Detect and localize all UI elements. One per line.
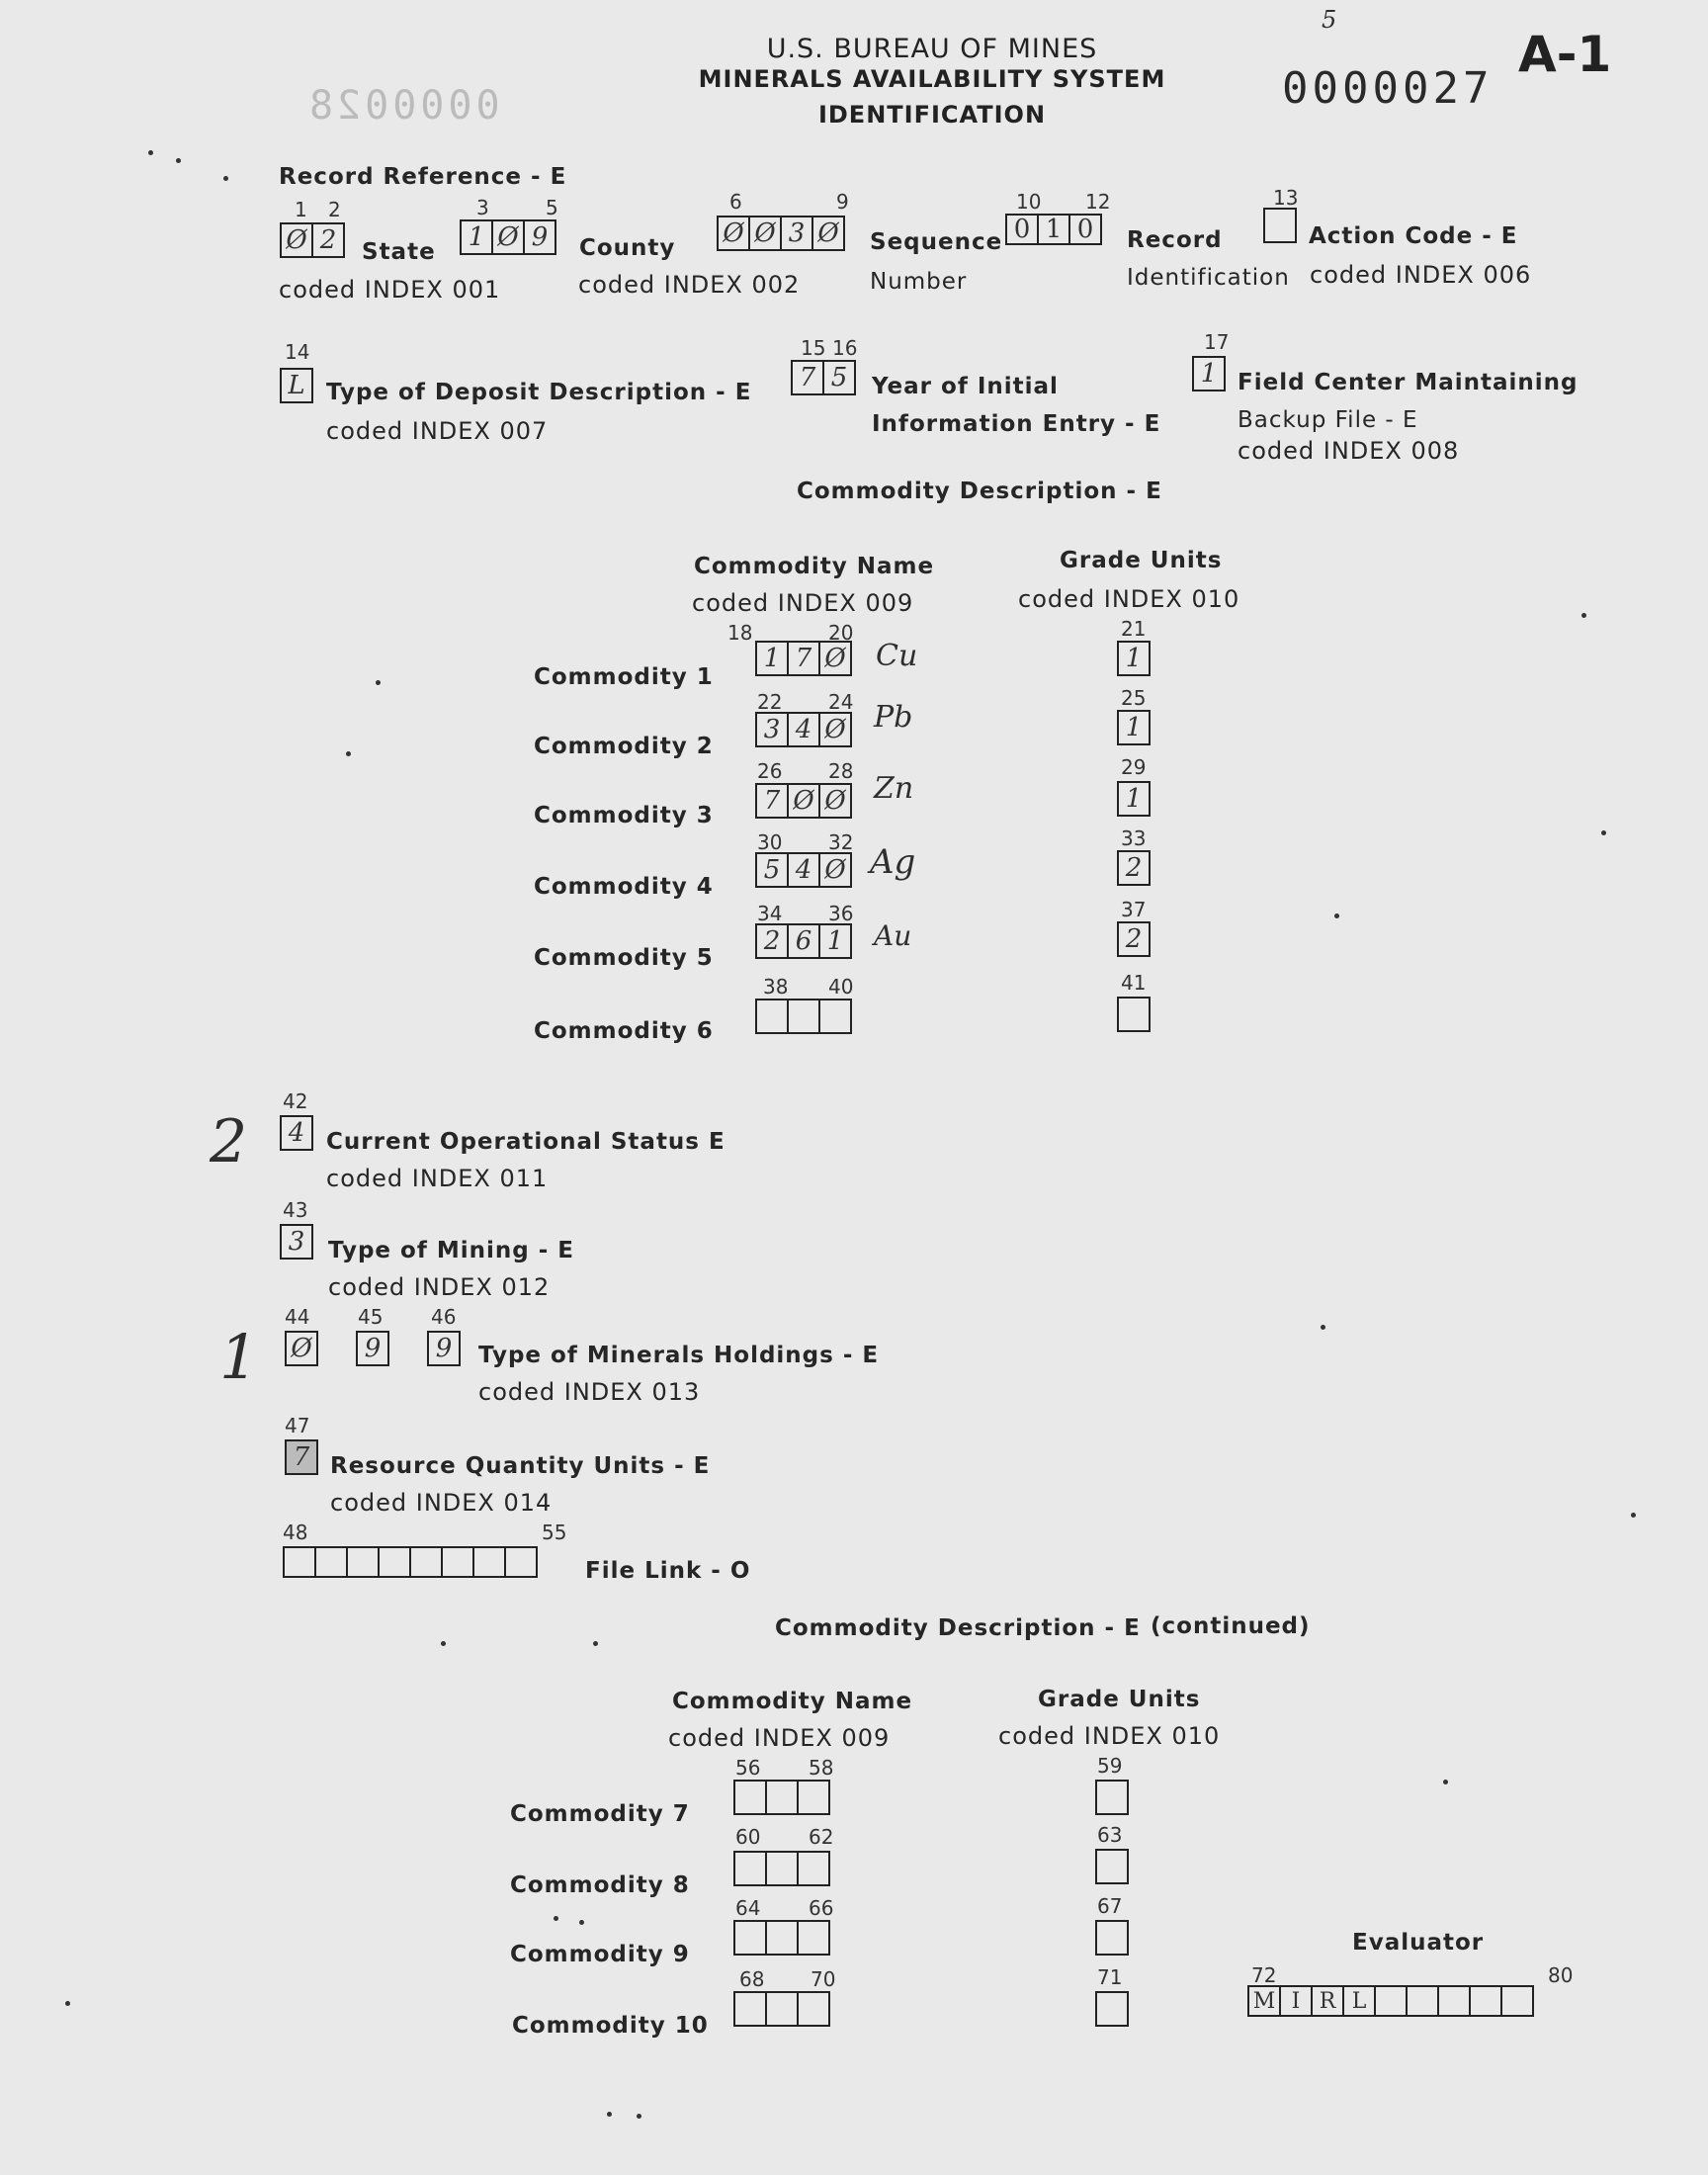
- commodity-10-boxes: [733, 1991, 830, 2027]
- commodity-box[interactable]: [797, 1851, 830, 1886]
- scan-speck: [593, 1641, 598, 1646]
- commodity-box[interactable]: Ø: [818, 712, 852, 747]
- commodity-box[interactable]: 6: [787, 923, 820, 959]
- sequence-box[interactable]: Ø: [748, 216, 782, 251]
- evaluator-box[interactable]: L: [1342, 1985, 1376, 2017]
- pos-label: 15: [801, 336, 826, 360]
- file-link-box[interactable]: [378, 1546, 411, 1578]
- evaluator-box[interactable]: M: [1247, 1985, 1281, 2017]
- file-link-box[interactable]: [504, 1546, 538, 1578]
- pos-label: 20: [828, 621, 854, 645]
- pos-label: 42: [283, 1089, 308, 1113]
- grade-box[interactable]: [1095, 1920, 1129, 1956]
- county-box[interactable]: 1: [460, 219, 493, 255]
- commodity-box[interactable]: 7: [755, 783, 789, 819]
- grade-units-head: Grade Units: [1060, 548, 1223, 573]
- grade-box[interactable]: [1117, 997, 1151, 1032]
- holdings-box[interactable]: 9: [427, 1331, 461, 1366]
- commodity-box[interactable]: [797, 1780, 830, 1815]
- record-reference-title: Record Reference - E: [279, 164, 567, 190]
- commodity-box[interactable]: [733, 1851, 767, 1886]
- pos-label: 16: [832, 336, 858, 360]
- commodity-box[interactable]: [733, 1991, 767, 2027]
- commodity-3-boxes: [755, 783, 852, 819]
- grade-units-coded-2: coded INDEX 010: [998, 1722, 1221, 1750]
- commodity-box[interactable]: [765, 1851, 799, 1886]
- record-id-label: Record: [1127, 227, 1223, 253]
- commodity-box[interactable]: 3: [755, 712, 789, 747]
- file-link-box[interactable]: [472, 1546, 506, 1578]
- pos-label: 58: [809, 1756, 834, 1780]
- grade-units-head-2: Grade Units: [1038, 1687, 1201, 1712]
- commodity-6-label: Commodity 6: [534, 1018, 714, 1044]
- pos-label: 62: [809, 1825, 834, 1849]
- operational-status-box[interactable]: 4: [280, 1115, 313, 1151]
- mining-type-label: Type of Mining - E: [328, 1238, 574, 1263]
- holdings-box[interactable]: 9: [356, 1331, 389, 1366]
- commodity-4-label: Commodity 4: [534, 874, 714, 900]
- pos-label: 64: [735, 1896, 761, 1920]
- commodity-box[interactable]: [797, 1991, 830, 2027]
- pos-label: 2: [328, 198, 341, 221]
- commodity-3-label: Commodity 3: [534, 803, 714, 828]
- status-margin-note: 2: [210, 1107, 248, 1176]
- grade-1-boxes: [1117, 641, 1151, 676]
- scan-speck: [1443, 1780, 1448, 1784]
- pos-label: 60: [735, 1825, 761, 1849]
- pos-label: 9: [836, 190, 849, 214]
- bureau-title: U.S. BUREAU OF MINES: [766, 34, 1098, 64]
- record-id-boxes: [1005, 214, 1102, 245]
- commodity-box[interactable]: [733, 1780, 767, 1815]
- commodity-2-label: Commodity 2: [534, 734, 714, 759]
- grade-box[interactable]: 2: [1117, 921, 1151, 957]
- pos-label: 45: [358, 1305, 384, 1329]
- pos-label: 18: [727, 621, 753, 645]
- page-tag: A-1: [1518, 26, 1612, 83]
- scan-speck: [148, 150, 153, 155]
- pos-label: 46: [431, 1305, 457, 1329]
- commodity-box[interactable]: 5: [755, 852, 789, 888]
- grade-box[interactable]: 1: [1117, 641, 1151, 676]
- commodity-3-note: Zn: [874, 771, 914, 806]
- evaluator-boxes: [1247, 1985, 1534, 2017]
- commodity-4-note: Ag: [870, 842, 916, 882]
- grade-box[interactable]: [1095, 1991, 1129, 2027]
- evaluator-label: Evaluator: [1352, 1930, 1485, 1956]
- grade-5-boxes: [1117, 921, 1151, 957]
- operational-status-boxes: [280, 1115, 313, 1151]
- year-entry-box[interactable]: 5: [822, 360, 856, 395]
- sequence-box[interactable]: 3: [780, 216, 813, 251]
- commodity-9-label: Commodity 9: [510, 1942, 690, 1967]
- scan-speck: [579, 1920, 584, 1925]
- pos-label: 37: [1121, 898, 1147, 921]
- pos-label: 12: [1085, 190, 1111, 214]
- grade-2-boxes: [1117, 710, 1151, 745]
- sequence-box[interactable]: Ø: [717, 216, 750, 251]
- scan-speck: [1321, 1325, 1325, 1330]
- pos-label: 3: [476, 196, 489, 219]
- scan-speck: [441, 1641, 446, 1646]
- pos-label: 43: [283, 1198, 308, 1222]
- commodity-box[interactable]: Ø: [787, 783, 820, 819]
- commodity-box[interactable]: [755, 999, 789, 1034]
- commodity-box[interactable]: 4: [787, 712, 820, 747]
- sequence-box[interactable]: Ø: [811, 216, 845, 251]
- commodity-box[interactable]: [765, 1920, 799, 1956]
- file-link-box[interactable]: [346, 1546, 380, 1578]
- pos-label: 38: [763, 975, 789, 999]
- commodity-box[interactable]: Ø: [818, 641, 852, 676]
- sequence-boxes: [717, 216, 845, 251]
- mining-type-box[interactable]: 3: [280, 1224, 313, 1260]
- grade-units-coded: coded INDEX 010: [1018, 585, 1240, 613]
- state-box[interactable]: Ø: [280, 222, 313, 258]
- pos-label: 63: [1097, 1823, 1123, 1847]
- pos-label: 47: [285, 1414, 310, 1437]
- state-box[interactable]: 2: [311, 222, 345, 258]
- commodity-box[interactable]: [765, 1780, 799, 1815]
- year-entry-label2: Information Entry - E: [872, 411, 1161, 437]
- commodity-box[interactable]: Ø: [818, 852, 852, 888]
- commodity-box[interactable]: 1: [755, 641, 789, 676]
- commodity-box[interactable]: 7: [787, 641, 820, 676]
- commodity-2-boxes: [755, 712, 852, 747]
- pos-label: 48: [283, 1521, 308, 1544]
- commodity-7-boxes: [733, 1780, 830, 1815]
- action-code-coded: coded INDEX 006: [1310, 261, 1532, 289]
- pos-label: 1: [295, 198, 307, 221]
- year-entry-label: Year of Initial: [872, 374, 1059, 399]
- mining-type-boxes: [280, 1224, 313, 1260]
- scan-speck: [65, 2001, 70, 2006]
- resource-units-label: Resource Quantity Units - E: [330, 1453, 711, 1479]
- pos-label: 30: [757, 830, 783, 854]
- holdings-margin-note: 1: [219, 1321, 259, 1393]
- grade-7-boxes: [1095, 1780, 1129, 1815]
- grade-box[interactable]: [1095, 1849, 1129, 1884]
- commodity-box[interactable]: [797, 1920, 830, 1956]
- commodity-box[interactable]: [818, 999, 852, 1034]
- pos-label: 13: [1273, 186, 1299, 210]
- commodity-1-note: Cu: [876, 639, 918, 673]
- resource-units-coded: coded INDEX 014: [330, 1489, 553, 1517]
- scan-speck: [1601, 830, 1606, 835]
- record-number: 0000027: [1282, 63, 1494, 114]
- file-link-label: File Link - O: [585, 1558, 751, 1584]
- sequence-label2: Number: [870, 269, 968, 295]
- holdings-box[interactable]: Ø: [285, 1331, 318, 1366]
- action-code-boxes: [1263, 208, 1297, 243]
- commodity-10-label: Commodity 10: [512, 2013, 709, 2039]
- action-code-box[interactable]: [1263, 208, 1297, 243]
- commodity-8-label: Commodity 8: [510, 1872, 690, 1898]
- resource-units-boxes: [285, 1439, 318, 1475]
- county-box[interactable]: Ø: [491, 219, 525, 255]
- pos-label: 6: [729, 190, 742, 214]
- evaluator-box[interactable]: R: [1311, 1985, 1344, 2017]
- field-center-coded: coded INDEX 008: [1238, 437, 1460, 465]
- form-title: IDENTIFICATION: [817, 101, 1047, 129]
- pos-label: 17: [1204, 330, 1230, 354]
- holdings-box-1: [285, 1331, 318, 1366]
- scan-speck: [346, 751, 351, 756]
- operational-status-label: Current Operational Status E: [326, 1129, 726, 1155]
- year-entry-box[interactable]: 7: [791, 360, 824, 395]
- pos-label: 24: [828, 690, 854, 714]
- evaluator-box[interactable]: I: [1279, 1985, 1313, 2017]
- grade-8-boxes: [1095, 1849, 1129, 1884]
- action-code-label: Action Code - E: [1309, 223, 1518, 249]
- county-label: County: [579, 235, 676, 261]
- scan-speck: [1581, 613, 1586, 618]
- pos-label: 28: [828, 759, 854, 783]
- file-link-box[interactable]: [314, 1546, 348, 1578]
- bleed-through-number: 0000028: [305, 83, 500, 129]
- commodity-continued-suffix: (continued): [1151, 1613, 1311, 1639]
- pos-label: 55: [542, 1521, 567, 1544]
- deposit-type-box[interactable]: L: [280, 368, 313, 403]
- pos-label: 67: [1097, 1894, 1123, 1918]
- commodity-name-coded: coded INDEX 009: [692, 589, 914, 617]
- commodity-6-boxes: [755, 999, 852, 1034]
- evaluator-box[interactable]: [1374, 1985, 1408, 2017]
- pos-label: 22: [757, 690, 783, 714]
- field-center-label2: Backup File - E: [1238, 407, 1418, 433]
- commodity-5-note: Au: [874, 919, 912, 952]
- pos-label: 36: [828, 902, 854, 925]
- deposit-type-coded: coded INDEX 007: [326, 417, 549, 445]
- commodity-5-boxes: [755, 923, 852, 959]
- scan-speck: [1631, 1513, 1636, 1518]
- commodity-continued-title: Commodity Description - E: [775, 1615, 1141, 1641]
- pos-label: 29: [1121, 755, 1147, 779]
- resource-units-box[interactable]: 7: [285, 1439, 318, 1475]
- commodity-9-boxes: [733, 1920, 830, 1956]
- commodity-box[interactable]: Ø: [818, 783, 852, 819]
- commodity-8-boxes: [733, 1851, 830, 1886]
- commodity-box[interactable]: [733, 1920, 767, 1956]
- scan-speck: [176, 158, 181, 163]
- pos-label: 56: [735, 1756, 761, 1780]
- field-center-label: Field Center Maintaining: [1238, 370, 1579, 395]
- evaluator-box[interactable]: [1406, 1985, 1439, 2017]
- scan-speck: [607, 2112, 612, 2117]
- pos-label: 59: [1097, 1754, 1123, 1778]
- pos-label: 68: [739, 1967, 765, 1991]
- pos-label: 10: [1016, 190, 1042, 214]
- scan-speck: [376, 680, 381, 685]
- commodity-4-boxes: [755, 852, 852, 888]
- record-id-box[interactable]: 1: [1037, 214, 1070, 245]
- evaluator-box[interactable]: [1469, 1985, 1502, 2017]
- commodity-box[interactable]: [765, 1991, 799, 2027]
- pos-label: 80: [1548, 1963, 1574, 1987]
- pos-label: 66: [809, 1896, 834, 1920]
- county-coded: coded INDEX 002: [578, 271, 801, 299]
- county-box[interactable]: 9: [523, 219, 556, 255]
- pos-label: 72: [1251, 1963, 1277, 1987]
- record-id-label2: Identification: [1127, 265, 1290, 291]
- file-link-box[interactable]: [409, 1546, 443, 1578]
- grade-6-boxes: [1117, 997, 1151, 1032]
- commodity-box[interactable]: 2: [755, 923, 789, 959]
- grade-box[interactable]: [1095, 1780, 1129, 1815]
- commodity-box[interactable]: [787, 999, 820, 1034]
- evaluator-box[interactable]: [1500, 1985, 1534, 2017]
- operational-status-coded: coded INDEX 011: [326, 1165, 549, 1192]
- pos-label: 34: [757, 902, 783, 925]
- deposit-type-label: Type of Deposit Description - E: [326, 380, 752, 405]
- pos-label: 33: [1121, 826, 1147, 850]
- pos-label: 25: [1121, 686, 1147, 710]
- commodity-box[interactable]: 1: [818, 923, 852, 959]
- sequence-label: Sequence: [870, 229, 1003, 255]
- scan-speck: [1334, 914, 1339, 918]
- commodity-name-coded-2: coded INDEX 009: [668, 1724, 891, 1752]
- scan-speck: [223, 176, 228, 181]
- grade-10-boxes: [1095, 1991, 1129, 2027]
- commodity-section-title: Commodity Description - E: [797, 478, 1162, 504]
- file-link-box[interactable]: [441, 1546, 474, 1578]
- grade-box[interactable]: 1: [1117, 710, 1151, 745]
- pos-label: 70: [811, 1967, 836, 1991]
- county-boxes: [460, 219, 556, 255]
- holdings-box-2: [356, 1331, 389, 1366]
- grade-box[interactable]: 1: [1117, 781, 1151, 817]
- holdings-box-3: [427, 1331, 461, 1366]
- state-label: State: [362, 239, 436, 265]
- pos-label: 40: [828, 975, 854, 999]
- pos-label: 32: [828, 830, 854, 854]
- commodity-1-label: Commodity 1: [534, 664, 714, 690]
- mining-type-coded: coded INDEX 012: [328, 1273, 551, 1301]
- pos-label: 71: [1097, 1965, 1123, 1989]
- pos-label: 44: [285, 1305, 310, 1329]
- system-title: MINERALS AVAILABILITY SYSTEM: [698, 65, 1166, 93]
- grade-3-boxes: [1117, 781, 1151, 817]
- state-coded: coded INDEX 001: [279, 276, 501, 304]
- commodity-5-label: Commodity 5: [534, 945, 714, 971]
- record-id-box[interactable]: 0: [1005, 214, 1039, 245]
- holdings-label: Type of Minerals Holdings - E: [478, 1343, 880, 1368]
- commodity-2-note: Pb: [874, 700, 913, 735]
- commodity-1-boxes: [755, 641, 852, 676]
- state-boxes: [280, 222, 345, 258]
- field-center-box[interactable]: 1: [1192, 356, 1226, 392]
- record-id-box[interactable]: 0: [1068, 214, 1102, 245]
- grade-box[interactable]: 2: [1117, 850, 1151, 886]
- pos-label: 14: [285, 340, 310, 364]
- pos-label: 21: [1121, 617, 1147, 641]
- grade-9-boxes: [1095, 1920, 1129, 1956]
- commodity-name-head-2: Commodity Name: [672, 1689, 913, 1714]
- holdings-coded: coded INDEX 013: [478, 1378, 701, 1406]
- grade-4-boxes: [1117, 850, 1151, 886]
- field-center-boxes: [1192, 356, 1226, 392]
- commodity-7-label: Commodity 7: [510, 1801, 690, 1827]
- file-link-boxes: [283, 1546, 538, 1578]
- evaluator-box[interactable]: [1437, 1985, 1471, 2017]
- commodity-box[interactable]: 4: [787, 852, 820, 888]
- file-link-box[interactable]: [283, 1546, 316, 1578]
- page-small-number: 5: [1322, 6, 1337, 34]
- pos-label: 5: [546, 196, 558, 219]
- deposit-type-boxes: [280, 368, 313, 403]
- scan-speck: [637, 2114, 641, 2119]
- commodity-name-head: Commodity Name: [694, 554, 935, 579]
- pos-label: 41: [1121, 971, 1147, 995]
- scan-speck: [554, 1916, 558, 1921]
- year-entry-boxes: [791, 360, 856, 395]
- pos-label: 26: [757, 759, 783, 783]
